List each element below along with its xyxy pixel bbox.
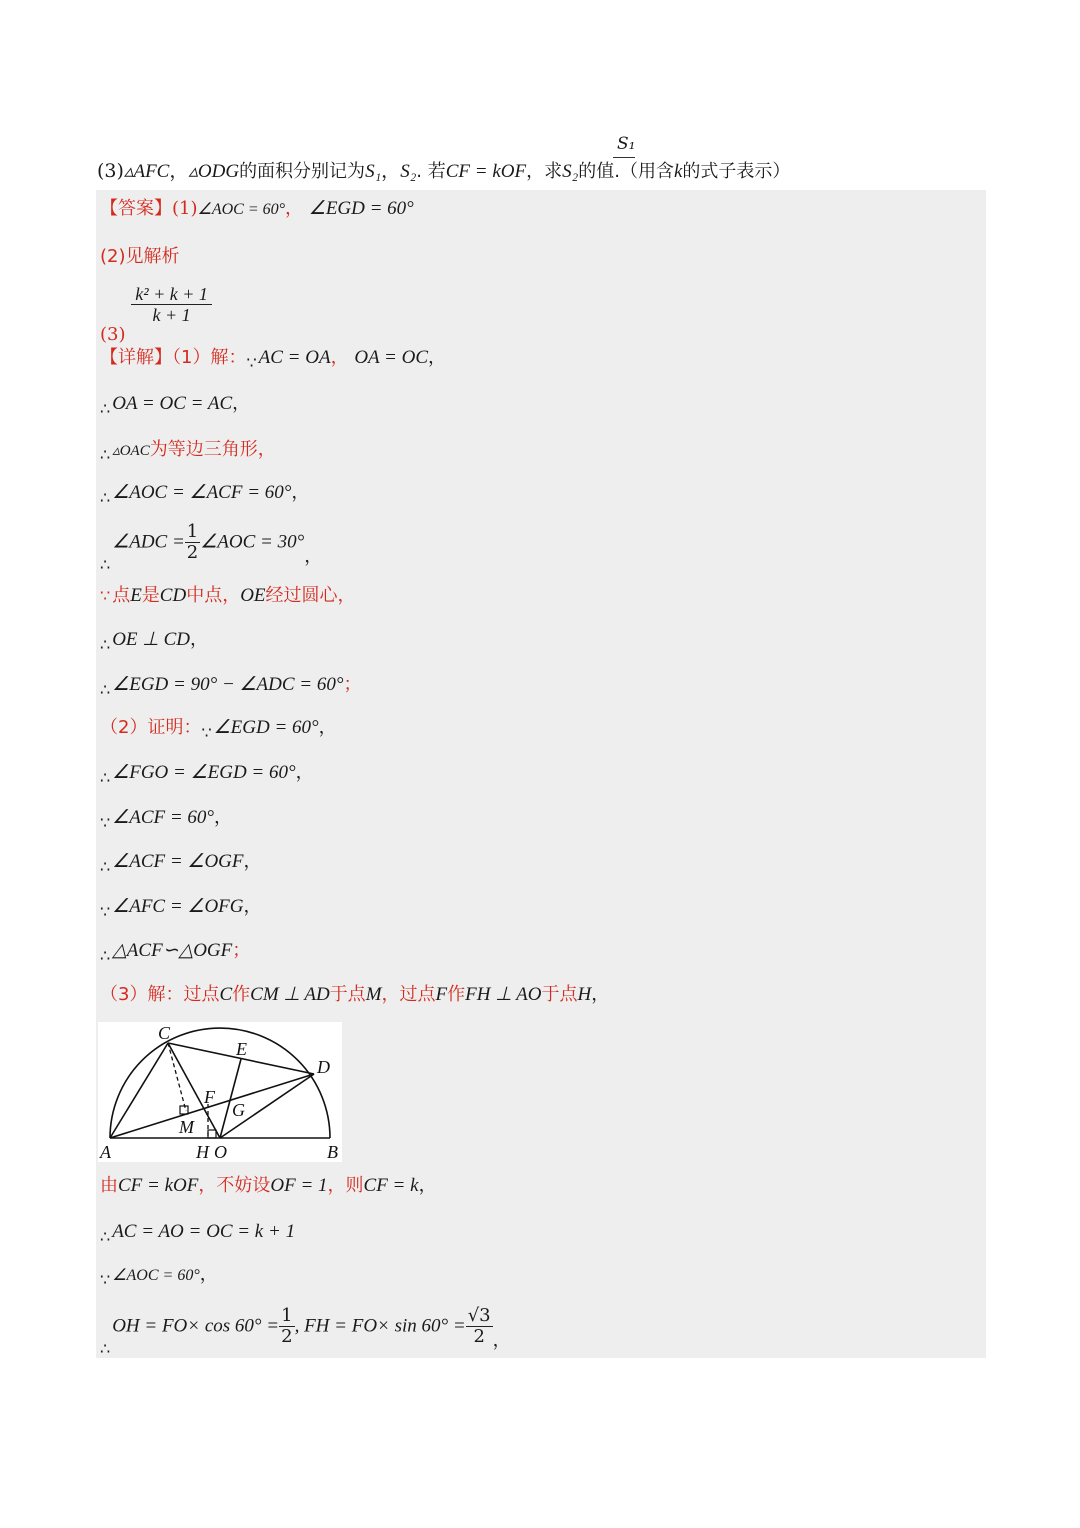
fraction-denominator: k + 1 [152,305,191,325]
statement: 点 [112,585,131,606]
label-e: E [236,1039,247,1059]
detail-line-10 [100,761,314,785]
point-m: M [365,984,382,1005]
detail-line-2 [100,392,250,416]
question-text: 的值.（用含 [578,161,674,182]
answer-line-2: (2)见解析 [100,246,180,267]
equation: ∠ADC = [112,531,185,553]
detail-line-4 [100,481,309,505]
question-text: 的面积分别记为 [239,161,366,182]
point-f: F [435,984,448,1005]
equation: OH = FO× cos 60° = [112,1315,280,1337]
answer-part-label: (1) [172,198,198,219]
part-label: （2）证明： [100,717,202,738]
equation: AC = OA [258,347,331,368]
point-h: H [577,984,592,1005]
therefore-symbol: ∴ [100,857,111,876]
fraction-numerator: 1 [186,521,199,542]
detail-line-14 [100,939,250,963]
detail-line-3 [100,438,276,463]
triangle-afc: ▵AFC [123,161,170,182]
therefore-symbol: ∴ [100,1338,111,1358]
semicircle-diagram [98,1022,342,1162]
fraction-bar [613,157,635,158]
segment-fh: FH ⊥ AO [465,984,542,1005]
label-h: H [196,1142,209,1162]
therefore-symbol: ∴ [100,1227,111,1246]
fraction-numerator: √3 [467,1305,491,1326]
point-e: E [130,585,142,606]
because-symbol: ∵ [100,902,111,921]
label-a: A [100,1142,111,1162]
equation: ∠AOC = ∠ACF = 60° [112,482,292,503]
separator: ， [199,1264,218,1285]
equation: OA = OC = AC [112,393,233,414]
detail-line-1 [100,346,446,370]
k-symbol: k [673,161,683,182]
statement: 经过圆心， [265,585,356,606]
fraction-denominator: S₂ [562,161,579,182]
segment-cd: CD [159,585,187,606]
point-c: C [219,984,233,1005]
separator: ， [243,851,262,872]
statement: 中点， [186,585,241,606]
therefore-symbol: ∴ [100,488,111,507]
fraction-denominator: 2 [186,542,199,563]
geometry-figure [98,1022,342,1162]
answer-aoc: ∠AOC = 60° [197,201,286,218]
separator: ， [285,198,304,219]
label-f: F [204,1087,215,1107]
label-g: G [232,1100,245,1120]
equation: , FH = FO× sin 60° = [294,1315,466,1337]
equation: ∠FGO = ∠EGD = 60° [112,762,296,783]
separator: ， [189,629,208,650]
therefore-symbol: ∴ [100,635,111,654]
label-m: M [179,1117,194,1137]
fraction-numerator: S₁ [617,134,636,154]
separator: ， [492,1329,511,1351]
part-label: （1）解： [172,347,247,368]
equation: CF = kOF [118,1175,199,1196]
therefore-symbol: ∴ [100,946,111,965]
answer-fraction [131,284,212,325]
separator: ， [304,545,323,567]
equation: ∠AFC = ∠OFG [112,896,244,917]
label-o: O [214,1142,227,1162]
equation: ∠ACF = 60° [112,807,215,828]
segment-cm: CM ⊥ AD [250,984,330,1005]
separator: ， [428,347,447,368]
question-label: (3) [97,160,124,182]
separator: ； [343,674,362,695]
separator: ， [243,896,262,917]
because-symbol: ∵ [100,586,111,605]
because-symbol: ∵ [100,1270,111,1289]
separator: ， [291,482,310,503]
equation: ∠AOC = 60° [112,1267,200,1284]
condition: CF = kOF [445,161,527,182]
therefore-symbol: ∴ [100,554,111,574]
equation: ∠ACF = ∠OGF [112,851,244,872]
detail-line-12 [100,850,262,874]
equation: OA = OC [354,347,429,368]
equation: ∠EGD = 60° [213,717,319,738]
s1-symbol: S₁ [365,161,382,182]
segment-cm-dashed [168,1043,186,1111]
detail-tag: 【详解】 [100,347,172,368]
because-symbol: ∵ [201,723,212,742]
question-text: 的式子表示） [682,161,791,182]
detail-line-6 [100,584,356,608]
fraction-numerator: 1 [281,1305,293,1326]
statement: 于点 [329,984,366,1005]
therefore-symbol: ∴ [100,399,111,418]
therefore-symbol: ∴ [100,768,111,787]
statement: 作 [447,984,466,1005]
separator: ， [381,160,401,182]
statement: 为等边三角形， [149,439,276,460]
equation: CF = k [363,1175,419,1196]
fraction-half [185,522,200,563]
separator: ， [295,762,314,783]
question-3 [97,134,791,183]
detail-line-7 [100,628,208,652]
detail-line-15 [100,983,609,1007]
statement: 由 [100,1175,118,1196]
statement: ，过点 [381,984,436,1005]
s2-symbol: S₂ [400,161,417,182]
separator: ； [232,940,251,961]
separator: ， [591,984,610,1005]
triangle-oac: ▵OAC [112,443,150,459]
separator: ， [330,347,349,368]
detail-line-5 [100,521,323,574]
separator: ， [214,807,233,828]
equation: OE ⊥ CD [112,629,190,650]
statement: 于点 [541,984,578,1005]
equation: AC = AO = OC = k + 1 [112,1221,296,1242]
detail-line-18 [100,1263,218,1288]
separator: ， [169,160,189,182]
detail-line-16 [100,1174,437,1198]
right-angle-m [180,1106,188,1114]
because-symbol: ∵ [246,353,257,372]
therefore-symbol: ∴ [100,680,111,699]
label-c: C [158,1023,171,1043]
statement: 是 [141,585,160,606]
detail-line-9 [100,716,337,740]
equation: ∠AOC = 30° [200,531,305,553]
equation: ∠EGD = 90° − ∠ADC = 60° [112,674,344,695]
answer-tag: 【答案】 [100,198,172,219]
similarity: △ACF∽△OGF [112,940,233,961]
detail-line-13 [100,895,262,919]
answer-line-3 [100,284,212,345]
question-text: . 若 [416,161,446,182]
detail-line-17 [100,1220,295,1244]
because-symbol: ∵ [100,813,111,832]
separator: ， [232,393,251,414]
detail-line-8 [100,673,361,697]
answer-line-1 [100,197,414,222]
separator: ， [418,1175,437,1196]
triangle-odg: ▵ODG [188,161,240,182]
equation: OF = 1 [270,1175,328,1196]
right-angle-h [208,1130,216,1138]
fraction-denominator: 2 [473,1326,485,1347]
fraction-sqrt3-half [466,1306,493,1347]
question-text: ，求 [526,161,563,182]
fraction-half [279,1306,294,1347]
answer-part-label: (3) [100,323,126,345]
statement: 作 [232,984,251,1005]
statement: ，不妨设 [198,1175,271,1196]
part-label: （3）解：过点 [100,984,220,1005]
segment-oe: OE [240,585,266,606]
answer-egd: ∠EGD = 60° [308,198,414,219]
detail-line-19 [100,1305,511,1358]
segment-ac [110,1043,168,1138]
label-b: B [327,1142,338,1162]
label-d: D [317,1057,330,1077]
separator: ， [318,717,337,738]
fraction-numerator: k² + k + 1 [131,284,212,305]
therefore-symbol: ∴ [100,445,111,464]
fraction-denominator: 2 [281,1326,293,1347]
detail-line-11 [100,806,232,830]
statement: ，则 [327,1175,364,1196]
